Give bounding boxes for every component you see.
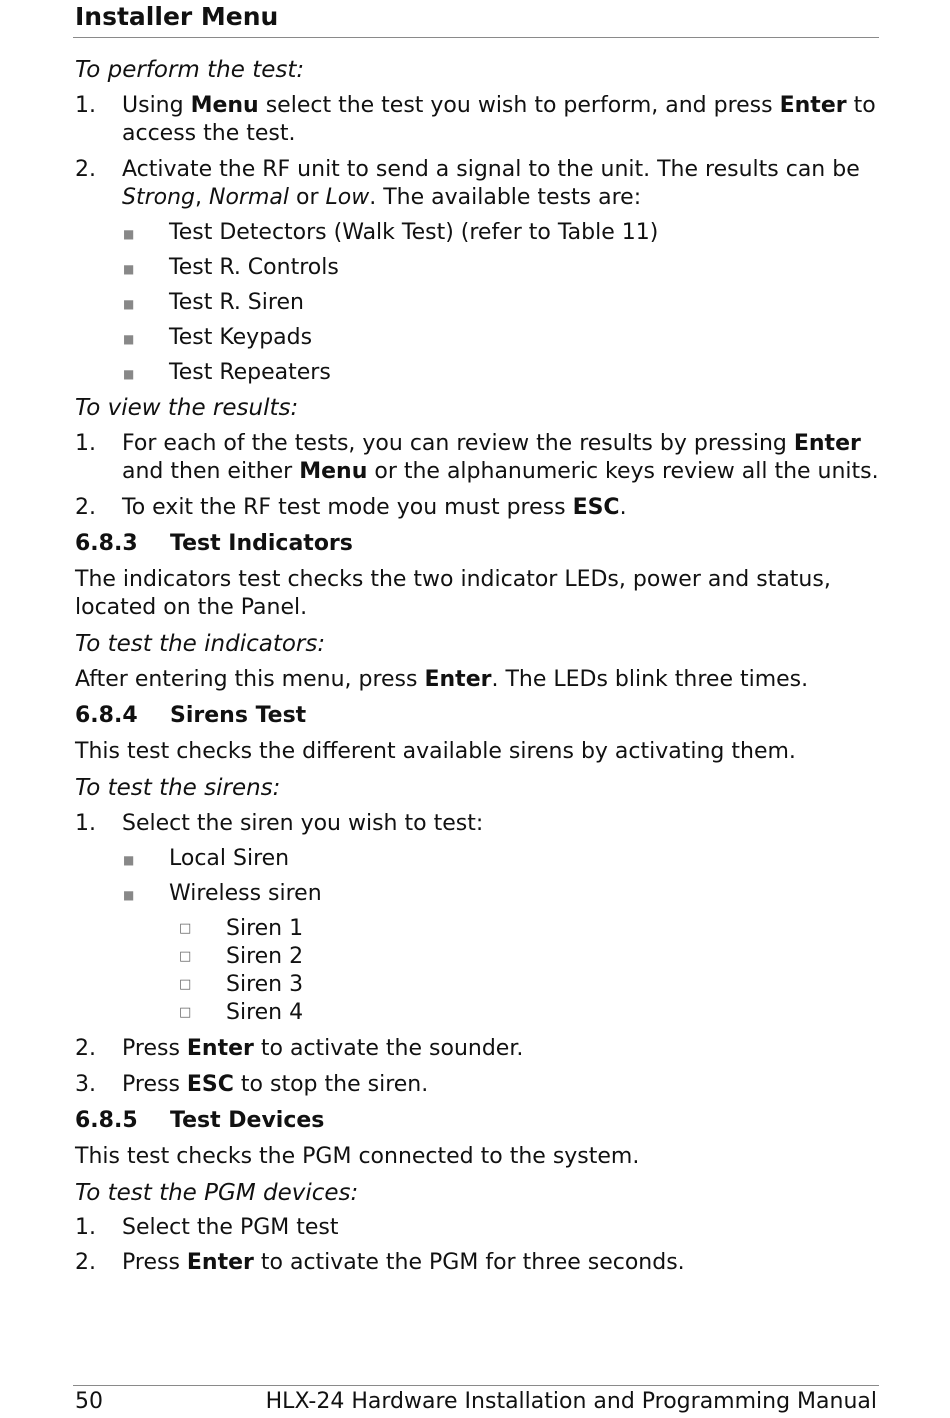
text: select the test you wish to perform, and press — [258, 93, 780, 118]
siren-option — [75, 845, 880, 873]
key-enter: Enter — [793, 431, 861, 456]
key-esc: ESC — [572, 495, 620, 520]
text: Press — [122, 1250, 187, 1275]
section-title: Test Indicators — [170, 531, 353, 556]
text: For each of the tests, you can review the results by pressing — [122, 431, 794, 456]
siren-option — [75, 880, 880, 908]
text: . — [619, 495, 627, 520]
procedure-heading: To test the sirens: — [75, 775, 281, 801]
list-item-label: Test Repeaters — [169, 360, 331, 385]
step-number: 3. — [75, 1072, 96, 1097]
wireless-siren-item — [75, 915, 880, 943]
section-heading — [75, 530, 880, 558]
hollow-square-bullet-icon: □ — [179, 1005, 192, 1020]
step-number: 2. — [75, 1036, 96, 1061]
hollow-square-bullet-icon: □ — [179, 921, 192, 936]
text: to access the test. — [122, 93, 876, 146]
section-description: This test checks the PGM connected to the system. — [75, 1144, 640, 1169]
key-menu: Menu — [190, 93, 259, 118]
section-title: Test Devices — [170, 1108, 325, 1133]
step-number: 2. — [75, 1250, 96, 1275]
list-item-label: Siren 1 — [226, 916, 304, 941]
test-list-item — [75, 254, 880, 282]
text: After entering this menu, press — [75, 667, 425, 692]
square-bullet-icon: ■ — [123, 367, 135, 381]
step-number: 1. — [75, 1215, 96, 1240]
text: Select the PGM test — [122, 1215, 339, 1240]
device-step-2 — [75, 1249, 880, 1277]
wireless-siren-item — [75, 999, 880, 1027]
page-header — [73, 0, 879, 38]
section-description: This test checks the different available sirens by activating them. — [75, 739, 796, 764]
text: To exit the RF test mode you must press — [122, 495, 573, 520]
text: Activate the RF unit to send a signal to the unit. The results can be — [122, 157, 860, 182]
section-number: 6.8.5 — [75, 1108, 138, 1133]
text: Using — [122, 93, 191, 118]
view-step-2 — [75, 494, 880, 522]
section-title: Sirens Test — [170, 703, 307, 728]
list-item-label: Test R. Siren — [169, 290, 304, 315]
test-list-item — [75, 219, 880, 247]
text: to activate the sounder. — [253, 1036, 524, 1061]
test-list-item — [75, 324, 880, 352]
header-title: Installer Menu — [75, 2, 279, 31]
procedure-heading: To perform the test: — [75, 57, 305, 83]
wireless-siren-item — [75, 971, 880, 999]
manual-title: HLX-24 Hardware Installation and Programming Manual — [265, 1389, 877, 1414]
view-step-1 — [75, 430, 880, 486]
step-number: 1. — [75, 811, 96, 836]
key-esc: ESC — [186, 1072, 234, 1097]
square-bullet-icon: ■ — [123, 888, 135, 902]
step-number: 1. — [75, 93, 96, 118]
list-item-label: Local Siren — [169, 846, 290, 871]
step-number: 1. — [75, 431, 96, 456]
test-list-item — [75, 289, 880, 317]
device-step-1 — [75, 1214, 880, 1242]
list-item-label: Siren 4 — [226, 1000, 304, 1025]
key-enter: Enter — [186, 1036, 254, 1061]
procedure-heading: To view the results: — [75, 395, 299, 421]
list-item-label: Test Detectors (Walk Test) (refer to Table 11) — [169, 220, 659, 245]
text: Press — [122, 1072, 187, 1097]
page-number: 50 — [75, 1389, 103, 1414]
text: . The available tests are: — [369, 185, 642, 210]
key-menu: Menu — [299, 459, 368, 484]
test-list-item — [75, 359, 880, 387]
section-heading — [75, 1107, 880, 1135]
list-item-label: Wireless siren — [169, 881, 322, 906]
section-heading — [75, 702, 880, 730]
text: to stop the siren. — [233, 1072, 429, 1097]
result-strong: Strong — [122, 185, 196, 210]
square-bullet-icon: ■ — [123, 227, 135, 241]
list-item-label: Test R. Controls — [169, 255, 339, 280]
text: to activate the PGM for three seconds. — [253, 1250, 685, 1275]
key-enter: Enter — [424, 667, 492, 692]
list-item-label: Siren 3 — [226, 972, 304, 997]
text: Select the siren you wish to test: — [122, 811, 484, 836]
square-bullet-icon: ■ — [123, 297, 135, 311]
square-bullet-icon: ■ — [123, 853, 135, 867]
hollow-square-bullet-icon: □ — [179, 949, 192, 964]
step-number: 2. — [75, 157, 96, 182]
section-description: The indicators test checks the two indicator LEDs, power and status, located on the Panel. — [75, 567, 831, 620]
text: or the alphanumeric keys review all the units. — [367, 459, 879, 484]
siren-step-1 — [75, 810, 880, 838]
perform-step-1 — [75, 92, 880, 148]
siren-step-2 — [75, 1035, 880, 1063]
result-normal: Normal — [209, 185, 290, 210]
list-item-label: Siren 2 — [226, 944, 304, 969]
key-enter: Enter — [186, 1250, 254, 1275]
text: and then either — [122, 459, 300, 484]
step-number: 2. — [75, 495, 96, 520]
wireless-siren-item — [75, 943, 880, 971]
list-item-label: Test Keypads — [169, 325, 313, 350]
square-bullet-icon: ■ — [123, 262, 135, 276]
procedure-heading: To test the indicators: — [75, 631, 326, 657]
section-number: 6.8.3 — [75, 531, 138, 556]
result-low: Low — [325, 185, 370, 210]
key-enter: Enter — [779, 93, 847, 118]
text: , — [195, 185, 210, 210]
siren-step-3 — [75, 1071, 880, 1099]
page-footer — [73, 1385, 879, 1418]
text: or — [289, 185, 326, 210]
text: Press — [122, 1036, 187, 1061]
square-bullet-icon: ■ — [123, 332, 135, 346]
indicator-instructions — [75, 666, 880, 694]
page-content — [75, 56, 880, 1277]
text: . The LEDs blink three times. — [491, 667, 809, 692]
perform-step-2 — [75, 156, 880, 212]
procedure-heading: To test the PGM devices: — [75, 1180, 359, 1206]
hollow-square-bullet-icon: □ — [179, 977, 192, 992]
section-number: 6.8.4 — [75, 703, 138, 728]
